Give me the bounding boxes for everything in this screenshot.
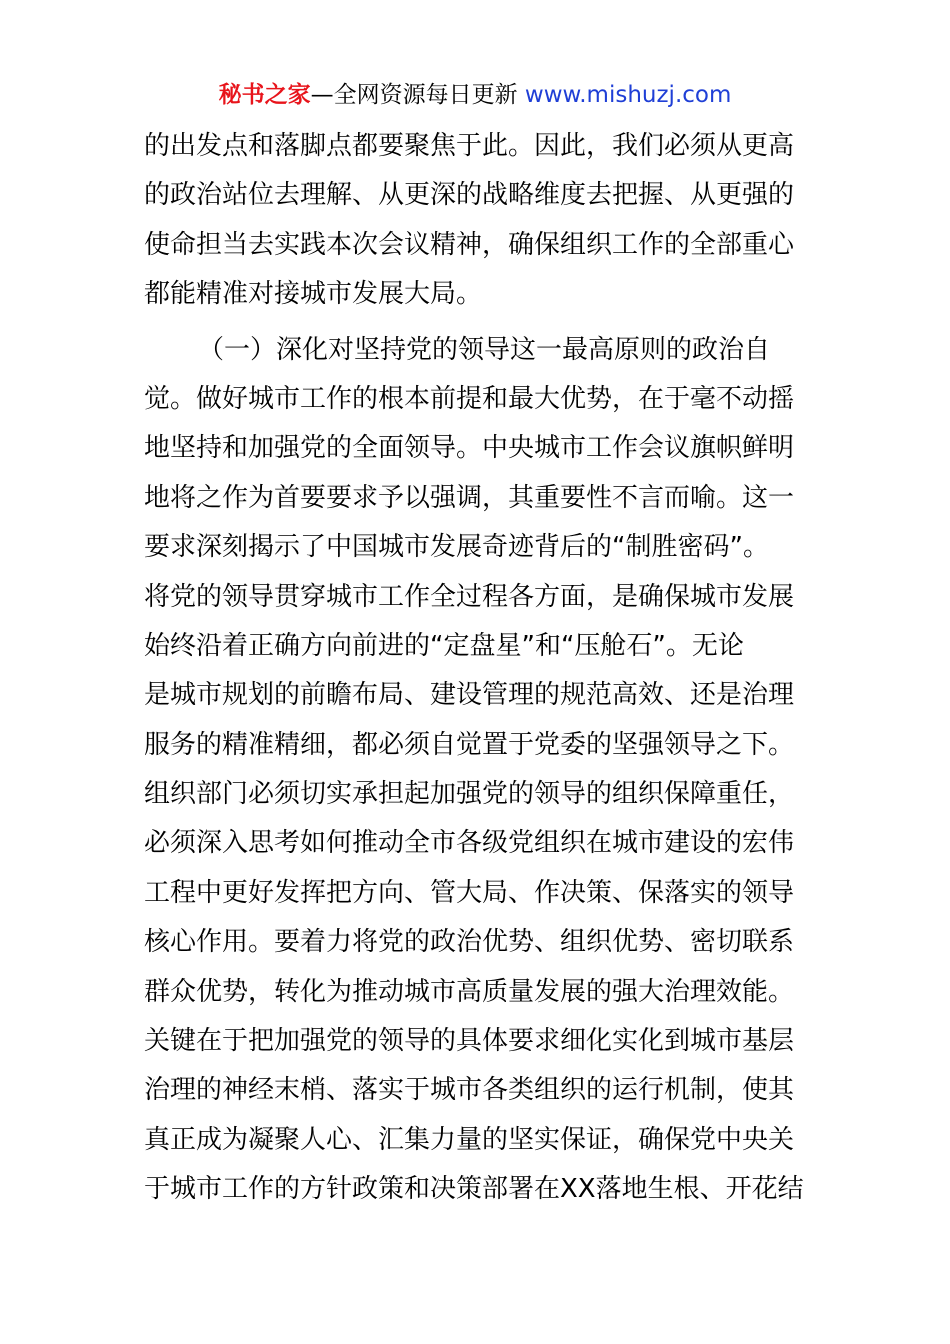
paragraph-2 — [144, 326, 814, 1215]
text-line: 是城市规划的前瞻布局、建设管理的规范高效、还是治理 — [144, 680, 795, 711]
text-line: 的政治站位去理解、从更深的战略维度去把握、从更强的 — [144, 180, 795, 211]
text-line: 始终沿着正确方向前进的“定盘星”和“压舱石”。无论 — [144, 630, 744, 661]
text-line: 都能精准对接城市发展大局。 — [144, 279, 483, 310]
text-line: （一）深化对坚持党的领导这一最高原则的政治自 — [198, 334, 771, 365]
text-line: 核心作用。要着力将党的政治优势、组织优势、密切联系 — [144, 927, 795, 958]
paragraph-1 — [144, 122, 814, 320]
document-body — [144, 122, 814, 1215]
text-line: 地将之作为首要要求予以强调，其重要性不言而喻。这一 — [144, 482, 795, 513]
text-line: 要求深刻揭示了中国城市发展奇迹背后的“制胜密码”。 — [144, 532, 769, 563]
text-line: 组织部门必须切实承担起加强党的领导的组织保障重任， — [144, 779, 795, 810]
text-line: 工程中更好发挥把方向、管大局、作决策、保落实的领导 — [144, 877, 795, 908]
text-line: 使命担当去实践本次会议精神，确保组织工作的全部重心 — [144, 229, 795, 260]
text-line: 治理的神经末梢、落实于城市各类组织的运行机制，使其 — [144, 1075, 795, 1106]
text-line: 真正成为凝聚人心、汇集力量的坚实保证，确保党中央关 — [144, 1124, 795, 1155]
text-line: 觉。做好城市工作的根本前提和最大优势，在于毫不动摇 — [144, 383, 795, 414]
text-line: 必须深入思考如何推动全市各级党组织在城市建设的宏伟 — [144, 828, 795, 859]
site-brand: 秘书之家 — [218, 82, 311, 108]
site-tagline: —全网资源每日更新 — [310, 82, 525, 108]
site-header — [0, 80, 950, 110]
text-line: 服务的精准精细，都必须自觉置于党委的坚强领导之下。 — [144, 729, 795, 760]
text-line: 地坚持和加强党的全面领导。中央城市工作会议旗帜鲜明 — [144, 433, 795, 464]
text-line: 的出发点和落脚点都要聚焦于此。因此，我们必须从更高 — [144, 131, 795, 161]
text-line: 群众优势，转化为推动城市高质量发展的强大治理效能。 — [144, 976, 795, 1007]
text-line: 将党的领导贯穿城市工作全过程各方面，是确保城市发展 — [144, 581, 795, 612]
site-url[interactable]: www.mishuzj.com — [524, 82, 732, 108]
text-line: 于城市工作的方针政策和决策部署在XX落地生根、开花结 — [144, 1174, 804, 1205]
text-line: 关键在于把加强党的领导的具体要求细化实化到城市基层 — [144, 1026, 795, 1057]
